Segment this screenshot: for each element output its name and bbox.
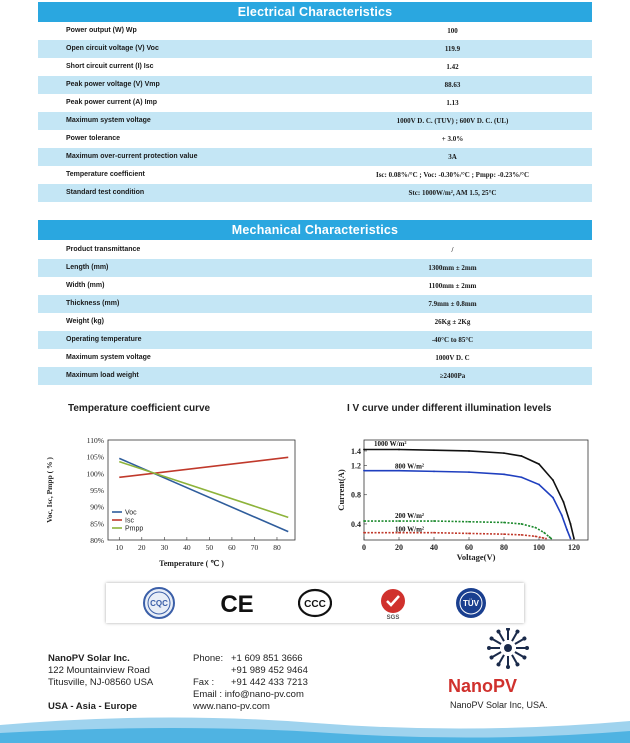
spec-label: Maximum over-current protection value xyxy=(66,153,198,160)
ccc-logo xyxy=(295,586,335,620)
spec-row xyxy=(38,241,592,259)
x-tick-label: 20 xyxy=(138,543,146,552)
y-tick-label: 85% xyxy=(90,519,104,529)
spec-value: 119.9 xyxy=(444,45,461,53)
sun-ray xyxy=(510,629,520,642)
x-tick-label: 50 xyxy=(205,543,214,552)
series-line-pmpp xyxy=(119,462,288,518)
electrical-header: Electrical Characteristics xyxy=(38,2,592,22)
iv-data-point xyxy=(363,470,365,472)
iv-data-point xyxy=(363,532,365,534)
iv-data-point xyxy=(433,470,435,472)
spec-label: Peak power current (A) Imp xyxy=(66,99,158,106)
iv-data-point xyxy=(521,476,523,478)
spec-label: Temperature coefficient xyxy=(66,171,145,178)
iv-data-point xyxy=(538,484,540,486)
phone-label: Phone: xyxy=(193,653,224,664)
x-tick-label: 40 xyxy=(430,543,438,552)
legend-label: Voc xyxy=(125,509,137,517)
x-tick-label: 20 xyxy=(395,543,403,552)
spec-row xyxy=(38,148,592,166)
iv-data-point xyxy=(468,450,470,452)
x-axis-label: Voltage(V) xyxy=(456,552,496,562)
spec-row xyxy=(38,295,592,313)
x-tick-label: 70 xyxy=(250,543,259,552)
spec-value: 1.42 xyxy=(446,63,459,71)
spec-row xyxy=(38,331,592,349)
spec-row xyxy=(38,22,592,40)
sgs-logo xyxy=(373,586,413,620)
iv-data-point xyxy=(433,532,435,534)
regions: USA - Asia - Europe xyxy=(48,701,138,712)
y-tick-label: 90% xyxy=(90,502,104,512)
spec-value: -40°C to 85°C xyxy=(431,336,474,344)
iv-data-point xyxy=(570,538,572,540)
iv-data-point xyxy=(570,523,572,525)
y-tick-label: 100% xyxy=(86,469,104,479)
iv-data-point xyxy=(573,538,575,540)
legend-label: Isc xyxy=(125,517,134,525)
spec-value: 26Kg ± 2Kg xyxy=(434,318,471,326)
spec-row xyxy=(38,58,592,76)
spec-row xyxy=(38,130,592,148)
series-line-isc xyxy=(119,457,288,477)
iv-data-point xyxy=(521,523,523,525)
y-tick-label: 1.4 xyxy=(351,446,361,456)
spec-label: Weight (kg) xyxy=(66,318,104,325)
ccc-logo-text: CCC xyxy=(304,599,326,610)
iv-data-point xyxy=(535,535,537,537)
x-tick-label: 0 xyxy=(362,543,366,552)
iv-data-point xyxy=(566,529,568,531)
spec-row xyxy=(38,277,592,295)
sun-ray xyxy=(496,654,506,667)
spec-row xyxy=(38,94,592,112)
ce-logo-text: CE xyxy=(220,591,254,616)
spec-value: 88.63 xyxy=(444,81,461,89)
iv-data-point xyxy=(521,534,523,536)
brand-caption: NanoPV Solar Inc, USA. xyxy=(450,700,548,710)
x-tick-label: 40 xyxy=(183,543,191,552)
electrical-table xyxy=(38,22,592,202)
spec-label: Peak power voltage (V) Vmp xyxy=(66,81,160,88)
spec-row xyxy=(38,112,592,130)
iv-data-point xyxy=(563,501,565,503)
fax-label: Fax : xyxy=(193,677,215,688)
spec-value: 1100mm ± 2mm xyxy=(428,282,477,290)
y-tick-label: 110% xyxy=(86,436,104,445)
phone-1: +1 609 851 3666 xyxy=(231,653,303,664)
footer-wave xyxy=(0,703,630,743)
email-label: Email : xyxy=(193,689,223,700)
y-tick-label: 80% xyxy=(90,536,104,545)
iv-data-point xyxy=(543,532,545,534)
spec-label: Operating temperature xyxy=(66,336,142,343)
iv-data-point xyxy=(433,520,435,522)
tuv-logo xyxy=(451,586,491,620)
spec-row xyxy=(38,184,592,202)
temp-curve-title: Temperature coefficient curve xyxy=(68,403,211,414)
iv-data-point xyxy=(552,497,554,499)
ce-logo xyxy=(217,586,257,620)
spec-label: Thickness (mm) xyxy=(66,300,120,307)
x-tick-label: 100 xyxy=(533,543,545,552)
spec-value: / xyxy=(451,246,454,254)
spec-label: Maximum system voltage xyxy=(66,354,151,361)
iv-data-point xyxy=(433,449,435,451)
spec-row xyxy=(38,313,592,331)
iv-data-point xyxy=(549,536,551,538)
iv-data-point xyxy=(535,527,537,529)
iv-data-point xyxy=(468,533,470,535)
sun-ray xyxy=(506,656,510,669)
sun-ray xyxy=(489,650,502,660)
iv-data-point xyxy=(550,538,552,540)
mechanical-table xyxy=(38,241,592,385)
iv-data-point xyxy=(503,522,505,524)
certification-bar xyxy=(106,583,524,623)
address-line-2: Titusville, NJ-08560 USA xyxy=(48,677,154,688)
y-tick-label: 105% xyxy=(86,452,104,462)
spec-value: 100 xyxy=(447,27,458,35)
spec-value: ≥2400Pa xyxy=(439,372,466,380)
iv-series-label: 1000 W/m² xyxy=(374,439,407,448)
x-axis-label: Temperature ( ℃ ) xyxy=(159,559,224,568)
sun-ray xyxy=(514,636,527,646)
spec-label: Length (mm) xyxy=(66,264,109,271)
spec-label: Maximum system voltage xyxy=(66,117,151,124)
iv-data-point xyxy=(503,533,505,535)
y-tick-label: 1.2 xyxy=(351,461,361,471)
fax-number: +91 442 433 7213 xyxy=(231,677,308,688)
y-tick-label: 0.4 xyxy=(351,519,361,529)
iv-data-point xyxy=(398,449,400,451)
address-line-1: 122 Mountainview Road xyxy=(48,665,150,676)
iv-curve-title: I V curve under different illumination levels xyxy=(347,403,552,414)
spec-value: Stc: 1000W/m², AM 1.5, 25°C xyxy=(408,189,497,197)
spec-label: Maximum load weight xyxy=(66,372,139,379)
spec-row xyxy=(38,259,592,277)
sun-ray xyxy=(506,628,510,640)
website-link[interactable]: www.nano-pv.com xyxy=(193,701,270,712)
cqc-logo-text: CQC xyxy=(150,599,168,608)
iv-data-point xyxy=(398,520,400,522)
iv-series-label: 100 W/m² xyxy=(395,525,424,534)
company-name: NanoPV Solar Inc. xyxy=(48,653,130,664)
email-link[interactable]: info@nano-pv.com xyxy=(224,689,304,700)
tuv-logo-text: TÜV xyxy=(463,599,479,608)
iv-series-line xyxy=(364,521,551,539)
spec-label: Product transmittance xyxy=(66,246,141,253)
spec-row xyxy=(38,76,592,94)
iv-data-point xyxy=(561,514,563,516)
spec-value: 1.13 xyxy=(446,99,459,107)
iv-data-point xyxy=(468,521,470,523)
spec-label: Short circuit current (I) Isc xyxy=(66,63,154,70)
iv-data-point xyxy=(542,537,544,539)
iv-data-point xyxy=(545,538,547,540)
y-axis-label: Voc, Isc, Pmpp ( % ) xyxy=(45,457,54,523)
y-axis-label: Current(A) xyxy=(336,469,346,511)
iv-series-label: 200 W/m² xyxy=(395,512,424,521)
sgs-logo-text: SGS xyxy=(386,615,400,620)
iv-data-point xyxy=(538,463,540,465)
legend-label: Pmpp xyxy=(125,525,144,533)
iv-data-point xyxy=(363,520,365,522)
spec-label: Width (mm) xyxy=(66,282,105,289)
iv-data-point xyxy=(503,452,505,454)
x-tick-label: 60 xyxy=(465,543,473,552)
spec-value: 7.9mm ± 0.8mm xyxy=(428,300,477,308)
spec-value: + 3.0% xyxy=(441,135,464,143)
spec-value: 1000V D. C. (TUV) ; 600V D. C. (UL) xyxy=(396,117,509,125)
sun-ray xyxy=(510,654,520,667)
iv-data-point xyxy=(521,455,523,457)
spec-row xyxy=(38,367,592,385)
sun-ray xyxy=(487,646,500,650)
spec-value: 1300mm ± 2mm xyxy=(428,264,477,272)
cqc-logo xyxy=(139,586,179,620)
brand-name: NanoPV xyxy=(448,676,518,696)
mechanical-header: Mechanical Characteristics xyxy=(38,220,592,240)
spec-row xyxy=(38,166,592,184)
phone-2: +91 989 452 9464 xyxy=(231,665,308,676)
spec-value: 3A xyxy=(448,153,457,161)
iv-series-label: 800 W/m² xyxy=(395,462,424,471)
x-tick-label: 80 xyxy=(500,543,508,552)
spec-label: Power tolerance xyxy=(66,135,121,142)
x-tick-label: 60 xyxy=(228,543,236,552)
sun-ray xyxy=(514,650,527,660)
x-tick-label: 120 xyxy=(568,543,580,552)
y-tick-label: 95% xyxy=(90,486,104,495)
iv-data-point xyxy=(503,473,505,475)
iv-data-point xyxy=(552,479,554,481)
spec-label: Open circuit voltage (V) Voc xyxy=(66,45,159,52)
x-tick-label: 10 xyxy=(115,543,124,552)
iv-data-point xyxy=(468,471,470,473)
spec-label: Standard test condition xyxy=(66,189,145,196)
sun-ray xyxy=(496,629,506,642)
y-tick-label: 0.8 xyxy=(351,490,361,500)
spec-value: 1000V D. C xyxy=(435,354,470,362)
temperature-chart xyxy=(40,432,300,577)
iv-data-point xyxy=(363,449,365,451)
sun-ray xyxy=(516,646,529,650)
x-tick-label: 30 xyxy=(160,543,169,552)
x-tick-label: 80 xyxy=(273,543,281,552)
spec-label: Power output (W) Wp xyxy=(66,27,137,34)
sun-ray xyxy=(489,636,502,646)
spec-row xyxy=(38,40,592,58)
iv-series-line xyxy=(364,533,546,539)
iv-chart xyxy=(330,432,590,577)
spec-value: Isc: 0.08%/°C ; Voc: -0.30%/°C ; Pmpp: -0.23%/°C xyxy=(375,171,530,179)
spec-row xyxy=(38,349,592,367)
